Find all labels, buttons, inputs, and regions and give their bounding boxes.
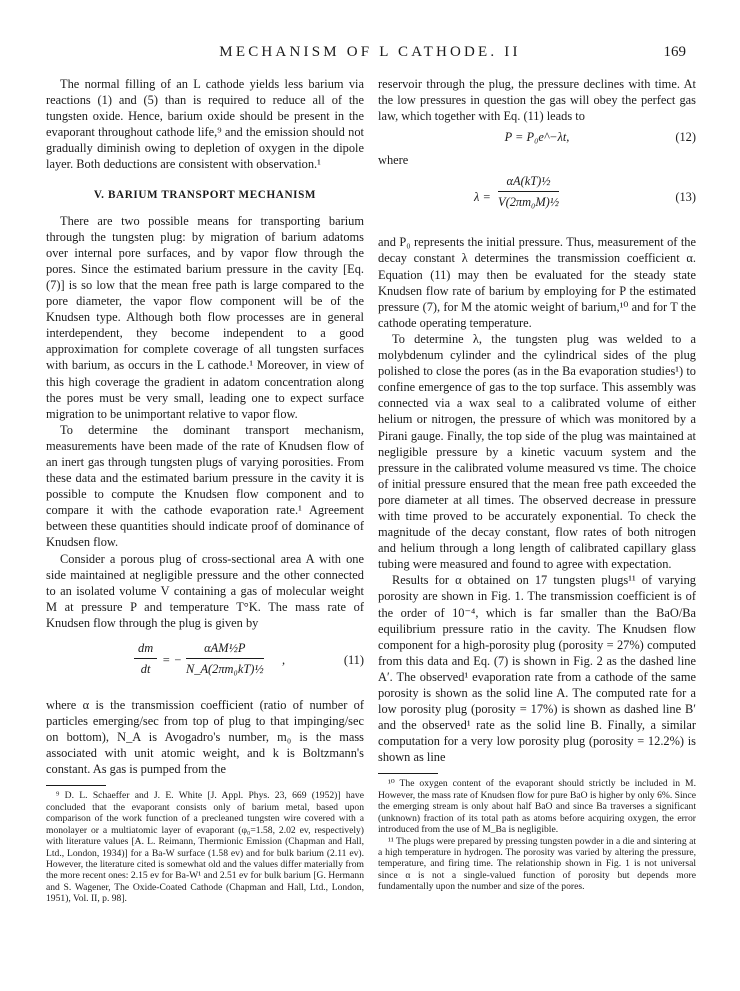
- eq-rhs-numerator: αAM½P: [186, 641, 264, 659]
- eq-rhs-fraction: [186, 641, 264, 677]
- footnote: ¹⁰ The oxygen content of the evaporant should strictly be included in M. However, the mass rate of Knudsen flow for pure BaO is higher by only 6%. Since the emerging stream is only about half BaO and since Ba traverses a significant (unknown) fraction of its total path as atoms before acquiring oxygen, the error introduced from the use of M_Ba is negligible.: [378, 778, 696, 836]
- equation-12: [378, 124, 696, 152]
- equation-13: [378, 172, 696, 228]
- equation-label: (11): [343, 653, 364, 667]
- equation-body: P = P₀e^−λt,: [504, 130, 570, 145]
- where-text: where: [378, 153, 409, 168]
- page-number: 169: [663, 44, 686, 60]
- footnote-rule: [378, 773, 438, 774]
- eq-rhs-denominator: N_A(2πm₀kT)½: [186, 662, 264, 676]
- paragraph: To determine λ, the tungsten plug was welded to a molybdenum cylinder and the cylindrical sides of the plug polished to close the pores (as in the Ba evaporation studies¹) to confine emergence of gas to the top surface. This assembly was connected via a wax seal to a calibrated volume of either helium or nitrogen, the pressure of which was monitored by a Pirani gauge. Finally, the top side of the plug was maintained at negligible pressure by a kinetic vacuum system and the pressure in the calibrated volume measured vs time. The choice of initial pressure ensured that the mean free path exceeded the pore diameter at all times. The observed decrease in pressure with time proved to be accurately exponential. To check the magnitude of the decay constant, flow rates of both nitrogen and helium through a long length of calibrated capillary glass tubing were measured and found to agree with expectation.: [378, 331, 696, 572]
- paragraph: Results for α obtained on 17 tungsten plugs¹¹ of varying porosity are shown in Fig. 1. The transmission coefficient is of the order of 10⁻⁴, which is far smaller than the BaO/Ba equilibrium pressure ratio in the cavity. The Knudsen flow component for a high-porosity plug (porosity = 27%) computed from this data and Eq. (7) is shown in Fig. 2 as the dashed line A′. The observed¹ evaporation rate from a cathode of the same porosity is shown as the solid line A. The computed rate for a low porosity plug (porosity = 17%) is shown as dashed line B′ and the observed¹ rate as the solid line B. Finally, a similar computation for a very low porosity plug (porosity = 12.2%) is shown as line: [378, 573, 696, 765]
- eq-tail: ,: [282, 653, 286, 667]
- equation-label: (13): [675, 190, 696, 205]
- eq-lhs-numerator: dm: [134, 641, 157, 659]
- eq-lhs: λ =: [474, 190, 491, 205]
- paragraph: To determine the dominant transport mechanism, measurements have been made of the rate of Knudsen flow of an inert gas through tungsten plugs of varying porosities. From these data and the estimated barium pressure in the cavity it is possible to compute the Knudsen flow component and to compare it with the cathode evaporation rate.¹ Agreement between these quantities should indicate proof of dominance of Knudsen flow.: [46, 422, 364, 550]
- eq-lhs-denominator: dt: [140, 662, 151, 676]
- paragraph: and P₀ represents the initial pressure. Thus, measurement of the decay constant λ determines the transmission coefficient α. Equation (11) may then be evaluated for the steady state Knudsen flow rate of barium by employing for P the estimated pressure (7), for M the atomic weight of barium,¹⁰ and for T the cathode operating temperature.: [378, 235, 696, 330]
- paragraph: reservoir through the plug, the pressure declines with time. At the low pressures in question the gas will obey the perfect gas law, which together with Eq. (11) leads to: [378, 77, 696, 124]
- paragraph: The normal filling of an L cathode yields less barium via reactions (1) and (5) than is required to reduce all of the tungsten oxide. Hence, barium oxide should be present in the evaporant throughout cathode life,⁹ and the emission should not gradually diminish owing to depletion of oxygen in the dipole layer. Both deductions are consistent with observation.¹: [46, 77, 364, 172]
- running-title: MECHANISM OF L CATHODE. II: [219, 44, 521, 60]
- right-column: [378, 76, 696, 893]
- paragraph: where α is the transmission coefficient (ratio of number of particles emerging/sec from top of plug to that impinging/sec on bottom), N_A is Avogadro's number, m₀ is the mass associated with unit atomic weight, and k is Boltzmann's constant. As gas is pumped from the: [46, 698, 364, 777]
- footnote-rule: [46, 785, 106, 786]
- left-column: [46, 76, 364, 905]
- eq-lhs-fraction: [134, 641, 157, 677]
- equation-11: [46, 635, 364, 691]
- eq-rhs-denominator: V(2πm₀M)½: [498, 195, 560, 210]
- section-heading: V. BARIUM TRANSPORT MECHANISM: [93, 188, 317, 201]
- footnote: ⁹ D. L. Schaeffer and J. E. White [J. Appl. Phys. 23, 669 (1952)] have concluded that the evaporant consists only of barium metal, based upon comparison of the work function of a precleaned tungsten wire covered with a monolayer or a multiatomic layer of evaporant (φ₀=1.58, 2.02 ev, respectively) with literature values [A. L. Reimann, Thermionic Emission (Chapman and Hall, Ltd., London, 1934)] for a Ba-W surface (1.58 ev) and for bulk barium (2.11 ev). However, the literature cited is somewhat old and the values differ materially from the more recent ones: 2.15 ev for Ba-W¹ and 2.51 ev for bulk barium [G. Hermann and S. Wagener, The Oxide-Coated Cathode (Chapman and Hall, Ltd., London, 1951), Vol. II, p. 98].: [46, 790, 364, 905]
- equation-label: (12): [675, 130, 696, 145]
- eq-sign: = −: [162, 653, 182, 667]
- eq-rhs-numerator: αA(kT)½: [498, 174, 559, 192]
- footnote: ¹¹ The plugs were prepared by pressing tungsten powder in a die and sintering at a high temperature in hydrogen. The porosity was varied by altering the pressure, temperature, and firing time. The relationship shown in Fig. 1 is not universal since α is not a single-valued function of porosity but depends more fundamentally upon the number and size of the pores.: [378, 835, 696, 893]
- paragraph: Consider a porous plug of cross-sectional area A with one side maintained at negligible pressure and the other connected to an isolated volume V containing a gas of molecular weight M at pressure P and temperature T°K. The mass rate of Knudsen flow through the plug is given by: [46, 551, 364, 630]
- eq-rhs-fraction: [498, 174, 559, 210]
- paragraph: There are two possible means for transporting barium through the tungsten plug: by migration of barium adatoms over internal pore surfaces, and by vapor flow through the pores. Since the estimated barium pressure in the cavity [Eq. (7)] is so low that the mean free path is large compared to the pore diameter, the vapor flow component will be of the Knudsen type. Although both flow processes are in general interdependent, they become independent to a good approximation for complete coverage of all tungsten surfaces with barium, as occurs in the L cathode.¹ Moreover, in view of this high coverage the gradient in adatom concentration along the pores must be very small, leading one to expect surface migration to be unimportant relative to vapor flow.: [46, 213, 364, 421]
